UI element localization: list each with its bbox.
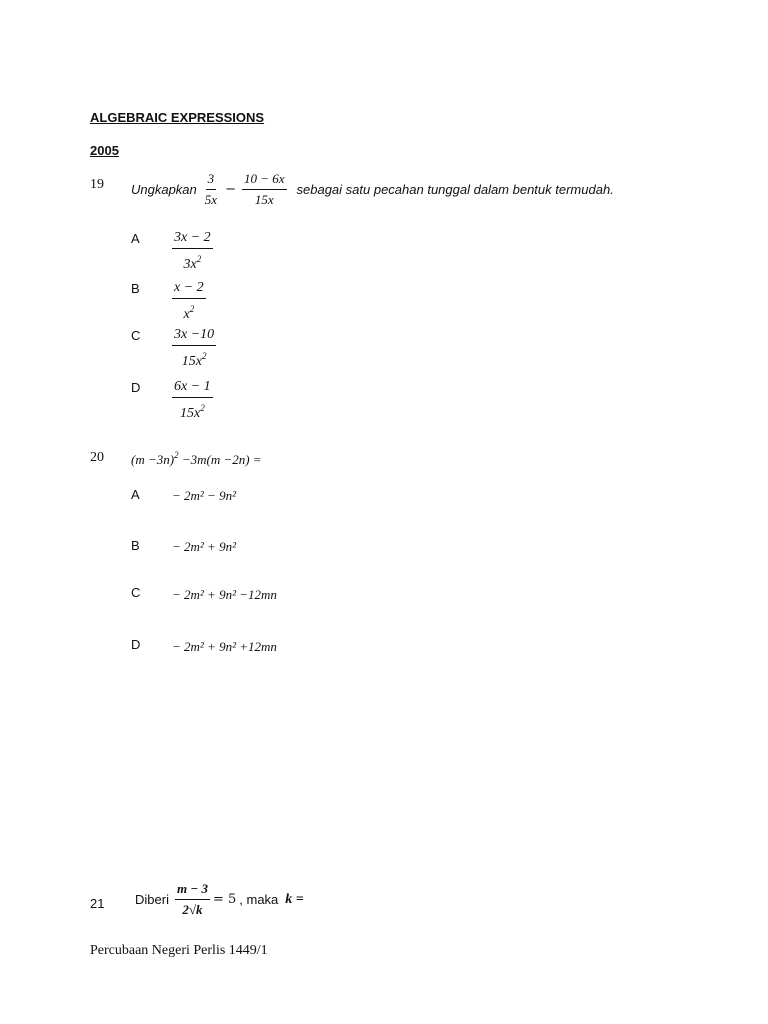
q20-option-b-label: B bbox=[131, 538, 140, 553]
q19-option-b bbox=[172, 279, 206, 324]
q19-frac2-num: 10 − 6x bbox=[242, 170, 287, 190]
q19-option-a-den: $3x^2$ bbox=[183, 254, 202, 272]
q19-option-b-num: x − 2 bbox=[172, 279, 206, 299]
q19-option-d-label: D bbox=[131, 380, 141, 395]
q19-frac1-num: 3 bbox=[206, 170, 217, 190]
q19-frac2-den: 15x bbox=[254, 192, 274, 207]
q19-option-d bbox=[172, 378, 213, 423]
question-21-stem bbox=[135, 880, 304, 919]
q21-equals: = 5 bbox=[212, 892, 237, 907]
q20-option-a: − 2m² − 9n² bbox=[172, 488, 236, 503]
year-label: 2005 bbox=[90, 143, 119, 158]
q21-fraction bbox=[175, 880, 210, 919]
q19-option-a-num: 3x − 2 bbox=[172, 229, 213, 249]
q19-option-c-num: 3x −10 bbox=[172, 326, 216, 346]
question-20-expression: $(m -3n)^2 -3m(m -2n)$ = bbox=[131, 450, 262, 467]
q19-option-b-label: B bbox=[131, 281, 140, 296]
q20-option-a-label: A bbox=[131, 487, 140, 502]
q19-option-a-label: A bbox=[131, 231, 140, 246]
section-heading: ALGEBRAIC EXPRESSIONS bbox=[90, 110, 265, 125]
q20-option-b: − 2m² + 9n² bbox=[172, 539, 236, 554]
question-number-20: 20 bbox=[90, 450, 104, 465]
q20-option-d-label: D bbox=[131, 637, 141, 652]
q19-option-d-num: 6x − 1 bbox=[172, 378, 213, 398]
q19-suffix: sebagai satu pecahan tunggal dalam bentuk termudah. bbox=[296, 182, 614, 197]
footer-source: Percubaan Negeri Perlis 1449/1 bbox=[90, 943, 268, 958]
q20-option-c: − 2m² + 9n² −12mn bbox=[172, 587, 277, 602]
q19-frac1-den: 5x bbox=[204, 192, 218, 207]
q21-frac-den: 2√k bbox=[182, 902, 203, 917]
q19-option-a bbox=[172, 229, 213, 274]
q20-option-d: − 2m² + 9n² +12mn bbox=[172, 639, 277, 654]
q21-prefix: Diberi bbox=[135, 892, 169, 907]
q19-option-d-den: $15x^2$ bbox=[179, 403, 205, 421]
q19-option-c bbox=[172, 326, 216, 371]
q19-option-c-label: C bbox=[131, 328, 141, 343]
q21-tail: k = bbox=[285, 891, 304, 907]
q21-frac-num: m − 3 bbox=[175, 880, 210, 900]
question-number-21: 21 bbox=[90, 896, 105, 911]
q19-option-c-den: $15x^2$ bbox=[181, 351, 207, 369]
q19-option-b-den: $x^2$ bbox=[183, 304, 195, 322]
q19-prefix: Ungkapkan bbox=[131, 182, 197, 197]
q21-mid: , maka bbox=[239, 892, 279, 907]
q19-fraction-2 bbox=[242, 170, 287, 209]
q20-option-c-label: C bbox=[131, 585, 141, 600]
question-19-stem bbox=[131, 170, 614, 209]
q19-minus: − bbox=[225, 182, 236, 197]
q19-fraction-1 bbox=[203, 170, 219, 209]
question-number-19: 19 bbox=[90, 177, 104, 192]
